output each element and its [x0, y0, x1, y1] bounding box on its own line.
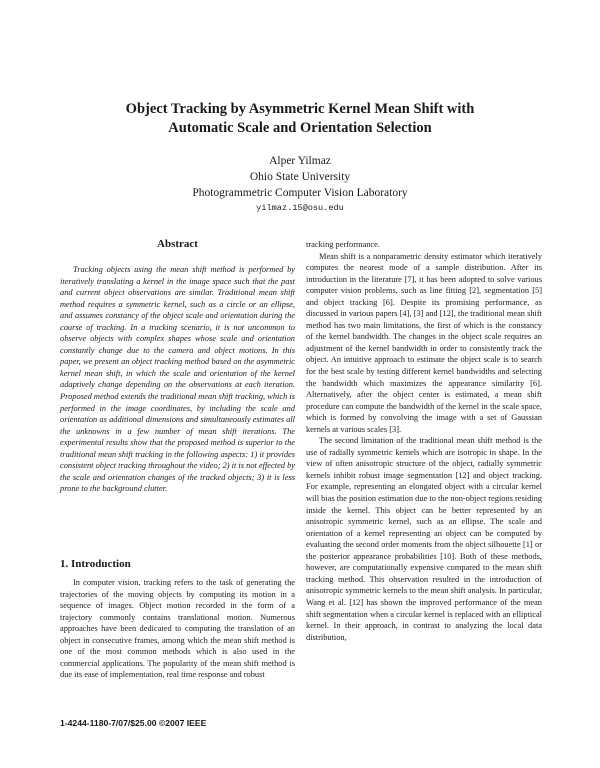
paper-title-line-1: Object Tracking by Asymmetric Kernel Mean Shift with	[125, 101, 475, 117]
author-email: yilmaz.15@osu.edu	[256, 203, 344, 213]
paper-title-line-2: Automatic Scale and Orientation Selection	[168, 120, 432, 136]
introduction-heading: 1. Introduction	[60, 558, 131, 570]
author-name: Alper Yilmaz	[269, 155, 331, 167]
abstract-text: Tracking objects using the mean shift method is performed by iteratively translating a kernel in the image space such that the past and current object observations are similar. Traditional mean shift method requires a symmetric kernel, such as a circle or an ellipse, and assumes constancy of the object scale and orientation during the course of tracking. In a tracking scenario, it is not uncommon to observe objects with complex shapes whose scale and orientation constantly change due to the camera and object motions. In this paper, we present an object tracking method based on the asymmetric kernel mean shift, in which the scale and orientation of the kernel adaptively change depending on the observations at each iteration. Proposed method extends the traditional mean shift tracking, which is performed in the image coordinates, by including the scale and orientation as additional dimensions and simultaneously estimates all the unknowns in a few number of mean shift iterations. The experimental results show that the proposed method is superior to the traditional mean shift tracking in the following aspects: 1) it provides consistent object tracking throughout the video; 2) it is not effected by the scale and orientation changes of the tracked objects; 3) it is less prone to the background clutter.	[60, 265, 295, 494]
introduction-paragraph: In computer vision, tracking refers to the task of generating the trajectories of the moving objects by computing its motion in a sequence of images. Object motion recorded in the form of a trajectory commonly contains translational motion. Numerous approaches have been dedicated to computing the translation of an object in consecutive frames, among which the mean shift method is one of the most common methods which is also used in the commercial applications. The popularity of the mean shift method is due its ease of implementation, real time response and robust	[60, 578, 295, 680]
right-column-paragraph-0: tracking performance.	[306, 240, 380, 249]
right-column-paragraph-2: The second limitation of the traditional mean shift method is the use of radially symmetric kernels which are isotropic in shape. In the view of often anisotropic structure of the object, radially symmetric kernels inhibit robust image segmentation [12] and object tracking. For example, representing an elongated object with a circular kernel will bias the position estimation due to the non-object regions residing inside the kernel. This object can be better represented by an anisotropic symmetric kernel, such as an ellipse. The scale and orientation of a kernel representing an object can be computed by evaluating the second order moments from the object silhouette [1] or the posterior appearance probabilities [10]. Both of these methods, however, are computationally expensive compared to the mean shift tracking method. This observation resulted in the introduction of anisotropic symmetric kernels to the mean shift analysis. In particular, Wang et al. [12] has shown the improved performance of the mean shift segmentation when a circular kernel is replaced with an elliptical kernel. In their approach, in contrast to analyzing the local data distribution,	[306, 436, 542, 642]
abstract-body	[60, 264, 295, 495]
right-column-paragraph-1: Mean shift is a nonparametric density estimator which iteratively computes the nearest mode of a sample distribution. After its introduction in the literature [7], it has been adopted to solve various computer vision problems, such as line fitting [2], segmentation [5] and object tracking [6]. Despite its promising performance, as discussed in various papers [4], [3] and [12], the traditional mean shift method has two main limitations, the first of which is the constancy of the kernel bandwidth. The changes in the object scale requires an adjustment of the kernel bandwidth in order to consistently track the object. An intuitive approach to estimate the object scale is to search for the best scale by testing different kernel bandwidths and selecting the bandwidth which maximizes the appearance similarity [6]. Alternatively, after the object center is estimated, a mean shift procedure can compute the bandwidth of the kernel in the scale space, which is formed by convolving the image with a set of Gaussian kernels at various scales [3].	[306, 251, 542, 434]
abstract-heading: Abstract	[157, 238, 198, 250]
introduction-body	[60, 577, 295, 681]
right-column-body	[306, 239, 542, 643]
author-lab: Photogrammetric Computer Vision Laboratory	[192, 187, 408, 199]
author-university: Ohio State University	[249, 171, 351, 183]
copyright-footer: 1-4244-1180-7/07/$25.00 ©2007 IEEE	[60, 718, 207, 728]
